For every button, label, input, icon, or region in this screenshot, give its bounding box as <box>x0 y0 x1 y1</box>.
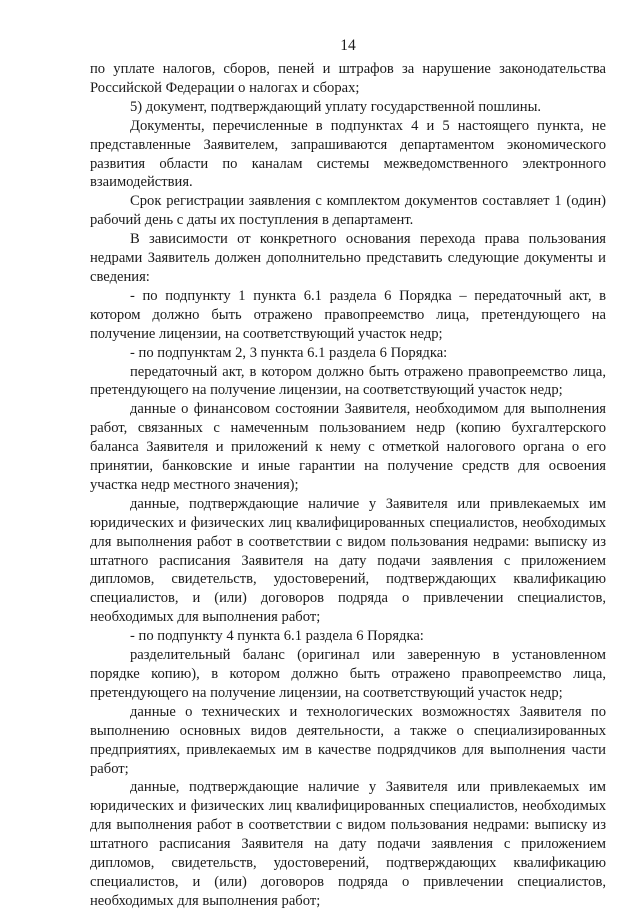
paragraph: данные о технических и технологических возможностях Заявителя по выполнению основных видов деятельности, а также о специализированных предприятиях, привлекаемых им в качестве подрядчиков для выполнения части работ; <box>90 703 606 777</box>
paragraph: передаточный акт, в котором должно быть отражено правопреемство лица, претендующего на получение лицензии, на соответствующий участок недр; <box>90 363 606 399</box>
paragraph: Документы, перечисленные в подпунктах 4 и 5 настоящего пункта, не представленные Заявителем, запрашиваются департаментом экономического развития области по каналам системы межведомственного электронного взаимодействия. <box>90 117 606 191</box>
body-text <box>90 60 606 911</box>
paragraph: данные о финансовом состоянии Заявителя, необходимом для выполнения работ, связанных с намеченным пользованием недр (копию бухгалтерского баланса Заявителя и приложений к нему с отметкой налогового органа о его принятии, банковские и иные гарантии на получение средств для освоения участка недр местного значения); <box>90 401 606 493</box>
paragraph: В зависимости от конкретного основания перехода права пользования недрами Заявитель должен дополнительно представить следующие документы и сведения: <box>90 231 606 285</box>
paragraph: 5) документ, подтверждающий уплату государственной пошлины. <box>130 98 542 115</box>
paragraph: данные, подтверждающие наличие у Заявителя или привлекаемых им юридических и физических лиц квалифицированных специалистов, необходимых для выполнения работ в соответствии с видом пользования недрами: выписку из штатного расписания Заявителя на дату подачи заявления с приложением дипломов, свидетельств, удостоверений, подтверждающих квалификацию специалистов, и (или) договоров подряда о привлечении специалистов, необходимых для выполнения работ; <box>90 495 606 626</box>
paragraph: - по подпункту 1 пункта 6.1 раздела 6 Порядка – передаточный акт, в котором должно быть отражено правопреемство лица, претендующего на получение лицензии, на соответствующий участок недр; <box>90 287 606 342</box>
document-page <box>90 36 606 911</box>
paragraph: Срок регистрации заявления с комплектом документов составляет 1 (один) рабочий день с даты их поступления в департамент. <box>90 193 606 229</box>
paragraph: разделительный баланс (оригинал или заверенную в установленном порядке копию), в котором должно быть отражено правопреемство лица, претендующего на получение лицензии, на соответствующий участок недр; <box>90 647 606 701</box>
paragraph: - по подпунктам 2, 3 пункта 6.1 раздела 6 Порядка: <box>130 344 448 361</box>
page-number: 14 <box>340 37 356 54</box>
paragraph: по уплате налогов, сборов, пеней и штрафов за нарушение законодательства Российской Федерации о налогах и сборах; <box>90 61 606 96</box>
paragraph: - по подпункту 4 пункта 6.1 раздела 6 Порядка: <box>130 628 424 645</box>
paragraph: данные, подтверждающие наличие у Заявителя или привлекаемых им юридических и физических лиц квалифицированных специалистов, необходимых для выполнения работ в соответствии с видом пользования недрами: выписку из штатного расписания Заявителя на дату подачи заявления с приложением дипломов, свидетельств, удостоверений, подтверждающих квалификацию специалистов, и (или) договоров подряда о привлечении специалистов, необходимых для выполнения работ; <box>90 779 606 909</box>
